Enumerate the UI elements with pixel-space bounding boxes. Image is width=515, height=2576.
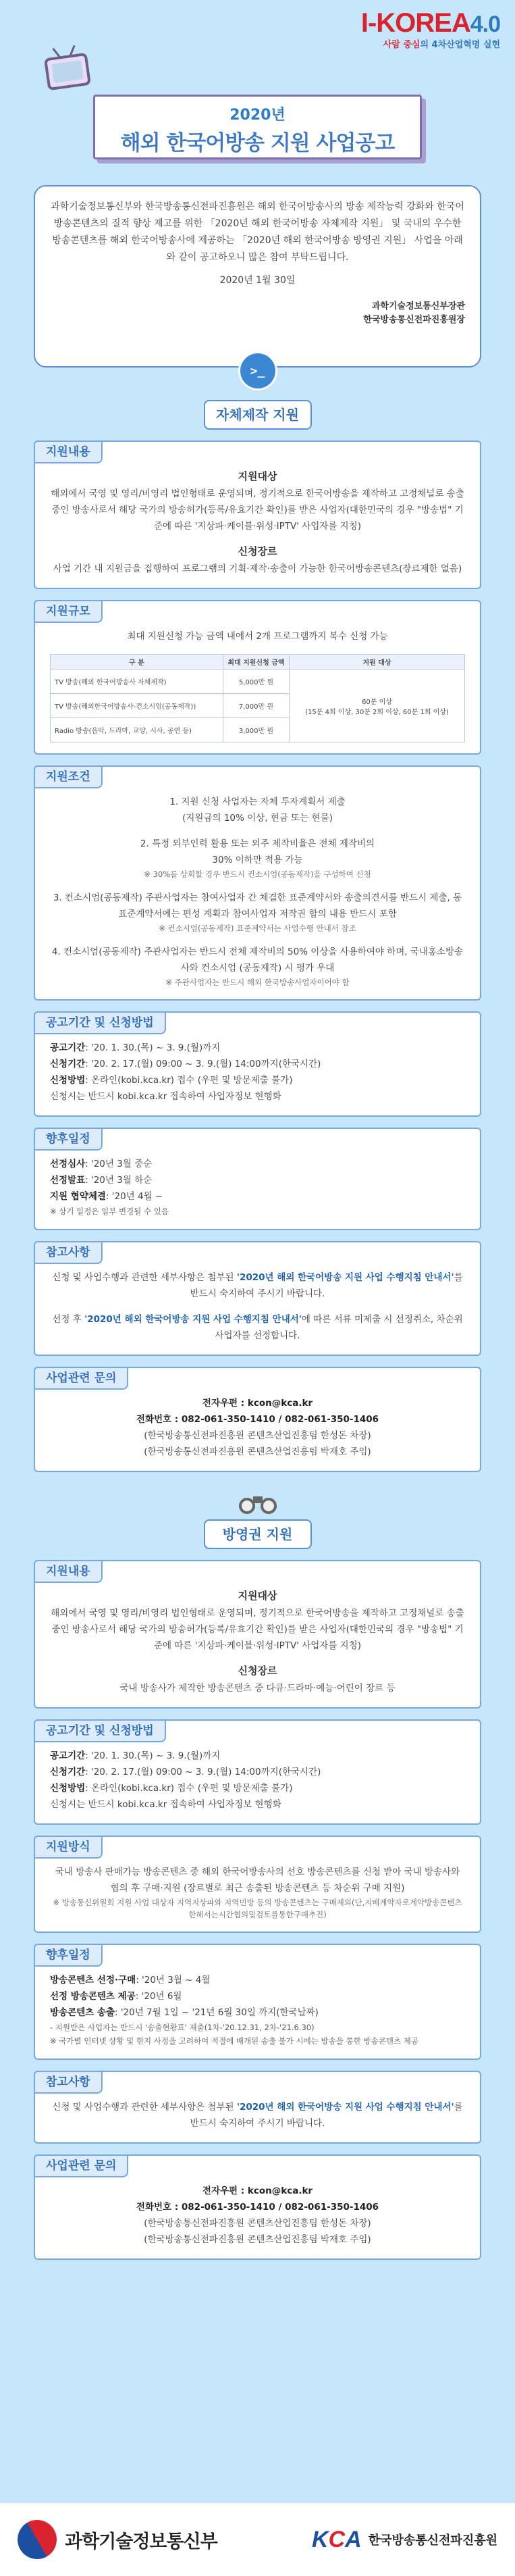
table-header: 지원 대상: [290, 655, 465, 670]
card-label: 참고사항: [34, 2071, 103, 2094]
contact-person: (한국방송통신전파진흥원 콘텐츠산업진흥팀 박재호 주임): [144, 1446, 371, 1457]
condition-item: 3. 컨소시엄(공동제작) 주관사업자는 참여사업자 간 체결한 표준계약서와 송출의견서를 반드시 제출, 동 표준계약서에는 편성 계획과 참여사업자 저작권 합의 내용 반드시 포함 ※ 컨소시엄(공동제작) 표준계약서는 사업수행 안내서 참조: [53, 892, 462, 933]
condition-item: 2. 특정 외부인력 활용 또는 외주 제작비율은 전체 제작비의 30% 이하만 적용 가능 ※ 30%를 상회할 경우 반드시 컨소시엄(공동제작)을 구성하여 신청: [140, 838, 375, 879]
hero-year: 2020년: [229, 107, 286, 124]
contact-phone: 전화번호 : 082-061-350-1410 / 082-061-350-1406: [136, 1414, 379, 1425]
card-label: 지원내용: [34, 1560, 103, 1583]
card-label: 지원방식: [34, 1836, 103, 1859]
kca-mark: KCA: [312, 2526, 362, 2552]
card-schedule-2: [34, 1944, 481, 2060]
notice-paragraph: 신청 및 사업수행과 관련한 세부사항은 첨부된 '2020년 해외 한국어방송 지원 사업 수행지침 안내서'를 반드시 숙지하여 주시기 바랍니다.: [52, 1272, 463, 1299]
schedule-note: - 지원받은 사업자는 반드시 '송출현황표' 제출(1차-'20.12.31, 2차-'21.6.30): [50, 2023, 315, 2032]
table-row: Radio 방송(음악, 드라마, 교양, 시사, 공연 등) 3,000만 원: [51, 718, 465, 742]
scale-intro: 최대 지원신청 가능 금액 내에서 2개 프로그램까지 복수 신청 가능: [127, 631, 388, 642]
contact-email[interactable]: 전자우편 : kcon@kca.kr: [202, 1398, 313, 1409]
card-support-scale: [34, 600, 481, 755]
schedule-row: 선정발표: '20년 3월 하순: [50, 1175, 153, 1186]
logo-tagline: 사람 중심의 4차산업혁명 실현: [383, 40, 500, 50]
card-label: 지원조건: [34, 765, 103, 788]
card-label: 지원내용: [34, 440, 103, 463]
contact-person: (한국방송통신전파진흥원 콘텐츠산업진흥팀 한성돈 차장): [144, 1430, 371, 1441]
kca-logo: [312, 2527, 497, 2553]
table-header: 최대 지원신청 금액: [223, 655, 289, 670]
period-note: 신청시는 반드시 kobi.kca.kr 접속하여 사업자정보 현행화: [50, 1799, 281, 1810]
retro-tv-icon: [44, 53, 91, 91]
card-label: 사업관련 문의: [34, 1367, 128, 1390]
scale-table: [50, 654, 465, 742]
intro-box: [34, 185, 481, 378]
target-text: 해외에서 국영 및 영리/비영리 법인형태로 운영되며, 정기적으로 한국어방송을 제작하고 고정채널로 송출중인 방송사로서 해당 국가의 방송허가(등록/유효기간 확인)를 받은 사업자(대한민국의 경우 "방송법" 기준에 따른 '지상파·케이블·위성·IPTV' 사업자를 지칭): [51, 1608, 464, 1651]
schedule-row: 선정 방송콘텐츠 제공: '20년 6월: [50, 1991, 182, 2002]
intro-paragraph: 과학기술정보통신부와 한국방송통신전파진흥원은 해외 한국어방송사의 방송 제작능력 강화와 한국어 방송콘텐츠의 질적 향상 제고를 위한 「2020년 해외 한국어방송 자체제작 지원」 및 국내의 우수한 방송콘텐츠를 해외 한국어방송사에 제공하는 「2020년 해외 한국어방송 방영권 지원」 사업을 아래와 같이 공고하오니 많은 참여 부탁드립니다.: [51, 201, 464, 263]
binoculars-icon: [239, 1490, 277, 1517]
schedule-row: 방송콘텐츠 송출: '20년 7월 1일 ~ '21년 6월 30일 까지(한국날짜): [50, 2007, 319, 2018]
taegeuk-emblem-icon: [10, 2512, 63, 2566]
contact-email[interactable]: 전자우편 : kcon@kca.kr: [202, 2186, 313, 2196]
card-schedule: [34, 1128, 481, 1230]
method-text: 국내 방송사 판매가능 방송콘텐츠 중 해외 한국어방송사의 선호 방송콘텐츠를 신청 받아 국내 방송사와 협의 후 구매·지원 (장르별로 최근 송출된 방송콘텐츠 등 차순위 구매 지원): [55, 1867, 460, 1894]
table-row: TV 방송(해외한국어방송사-컨소시엄(공동제작)) 7,000만 원: [51, 694, 465, 718]
table-row: TV 방송(해외 한국어방송사 자체제작) 5,000만 원 60분 이상 (15분 4회 이상, 30분 2회 이상, 60분 1회 이상): [51, 670, 465, 694]
card-contact: [34, 1367, 481, 1472]
card-contact-2: [34, 2154, 481, 2260]
schedule-row: 지원 협약체결: '20년 4월 ~: [50, 1191, 163, 1202]
card-label: 공고기간 및 신청방법: [34, 1719, 166, 1742]
issuing-org: 과학기술정보통신부장관 한국방송통신전파진흥원장: [363, 301, 465, 325]
contact-person: (한국방송통신전파진흥원 콘텐츠산업진흥팀 한성돈 차장): [144, 2218, 371, 2229]
genre-heading: 신청장르: [238, 1665, 277, 1677]
intro-date: 2020년 1월 30일: [219, 275, 296, 286]
genre-text: 국내 방송사가 제작한 방송콘텐츠 중 다큐·드라마·예능·어린이 장르 등: [119, 1683, 396, 1694]
period-row: 신청방법: 온라인(kobi.kca.kr) 접수 (우편 및 방문제출 불가): [50, 1783, 293, 1794]
target-heading: 지원대상: [238, 1590, 277, 1602]
period-row: 신청기간: '20. 2. 17.(월) 09:00 ~ 3. 9.(월) 14:00까지(한국시간): [50, 1767, 321, 1777]
card-label: 향후일정: [34, 1944, 103, 1967]
period-row: 공고기간: '20. 1. 30.(목) ~ 3. 9.(월)까지: [50, 1042, 221, 1053]
card-support-content-2: [34, 1560, 481, 1709]
contact-phone: 전화번호 : 082-061-350-1410 / 082-061-350-1406: [136, 2202, 379, 2213]
period-note: 신청시는 반드시 kobi.kca.kr 접속하여 사업자정보 현행화: [50, 1091, 281, 1102]
header: [0, 0, 515, 169]
page-title: 해외 한국어방송 지원 사업공고: [120, 131, 395, 155]
period-row: 신청기간: '20. 2. 17.(월) 09:00 ~ 3. 9.(월) 14:00까지(한국시간): [50, 1059, 321, 1069]
kca-name: 한국방송통신전파진흥원: [368, 2533, 497, 2548]
target-text: 해외에서 국영 및 영리/비영리 법인형태로 운영되며, 정기적으로 한국어방송을 제작하고 고정채널로 송출중인 방송사로서 해당 국가의 방송허가(등록/유효기간 확인)를 받은 사업자(대한민국의 경우 "방송법" 기준에 따른 '지상파·케이블·위성·IPTV' 사업자를 지칭): [51, 488, 464, 532]
card-support-content: [34, 440, 481, 589]
notice-paragraph: 선정 후 '2020년 해외 한국어방송 지원 사업 수행지침 안내서'에 따른 서류 미제출 시 선정취소, 차순위 사업자를 선정합니다.: [52, 1314, 463, 1341]
logo-text: I-KOREA: [360, 8, 470, 38]
section-pill-self-production: 자체제작 지원: [204, 400, 312, 430]
hero-title-box: [93, 95, 422, 159]
schedule-note: ※ 국가별 인터넷 상황 및 현지 사정을 고려하여 적절에 배개된 송출 불가 시에는 방송을 통한 방송콘텐츠 제공: [50, 2036, 418, 2046]
card-label: 참고사항: [34, 1241, 103, 1264]
msit-logo: [18, 2520, 217, 2559]
schedule-row: 선정심사: '20년 3월 중순: [50, 1159, 153, 1169]
logo-number: 4.0: [470, 11, 500, 37]
schedule-note: ※ 상기 일정은 일부 변경될 수 있음: [50, 1207, 169, 1216]
notice-paragraph: 신청 및 사업수행과 관련한 세부사항은 첨부된 '2020년 해외 한국어방송 지원 사업 수행지침 안내서'를 반드시 숙지하여 주시기 바랍니다.: [52, 2102, 463, 2129]
msit-name: 과학기술정보통신부: [65, 2531, 217, 2552]
terminal-cursor-icon: >_: [238, 351, 277, 390]
card-label: 향후일정: [34, 1128, 103, 1151]
method-note: ※ 방송통신위원회 지원 사업 대상자 지역지상파와 지역민방 등의 방송콘텐츠는 구매제외(단,지배계약자로계약방송콘텐츠한해서는시간협의및검토를통한구매추진): [53, 1898, 462, 1919]
target-heading: 지원대상: [238, 470, 277, 482]
schedule-row: 방송콘텐츠 선정·구매: '20년 3월 ~ 4월: [50, 1975, 211, 1986]
card-period-method-2: [34, 1719, 481, 1825]
card-label: 지원규모: [34, 600, 103, 623]
genre-heading: 신청장르: [238, 545, 277, 557]
period-row: 신청방법: 온라인(kobi.kca.kr) 접수 (우편 및 방문제출 불가): [50, 1075, 293, 1086]
period-row: 공고기간: '20. 1. 30.(목) ~ 3. 9.(월)까지: [50, 1750, 221, 1761]
card-notice: [34, 1241, 481, 1356]
section-pill-broadcast-rights: 방영권 지원: [204, 1519, 312, 1549]
card-label: 사업관련 문의: [34, 2154, 128, 2177]
contact-person: (한국방송통신전파진흥원 콘텐츠산업진흥팀 박재호 주임): [144, 2234, 371, 2245]
condition-item: 1. 지원 신청 사업자는 자체 투자계획서 제출 (지원금의 10% 이상, 현금 또는 현물): [169, 797, 346, 824]
card-support-method: [34, 1836, 481, 1933]
i-korea-logo: [361, 8, 500, 50]
genre-text: 사업 기간 내 지원금을 집행하여 프로그램의 기획·제작·송출이 가능한 한국어방송콘텐츠(장르제한 없음): [53, 563, 462, 574]
footer: [0, 2503, 515, 2576]
table-header: 구 분: [51, 655, 223, 670]
target-cell: 60분 이상 (15분 4회 이상, 30분 2회 이상, 60분 1회 이상): [290, 670, 465, 742]
card-notice-2: [34, 2071, 481, 2144]
card-support-conditions: [34, 765, 481, 1001]
condition-item: 4. 컨소시엄(공동제작) 주관사업자는 반드시 전체 제작비의 50% 이상을 사용하여야 하며, 국내홍소방송사와 컨소시엄 (공동제작) 시 평가 우대 ※ 주관사업자는 반드시 해외 한국방송사업자이어야 함: [51, 946, 464, 987]
card-label: 공고기간 및 신청방법: [34, 1011, 166, 1034]
card-period-method: [34, 1011, 481, 1117]
